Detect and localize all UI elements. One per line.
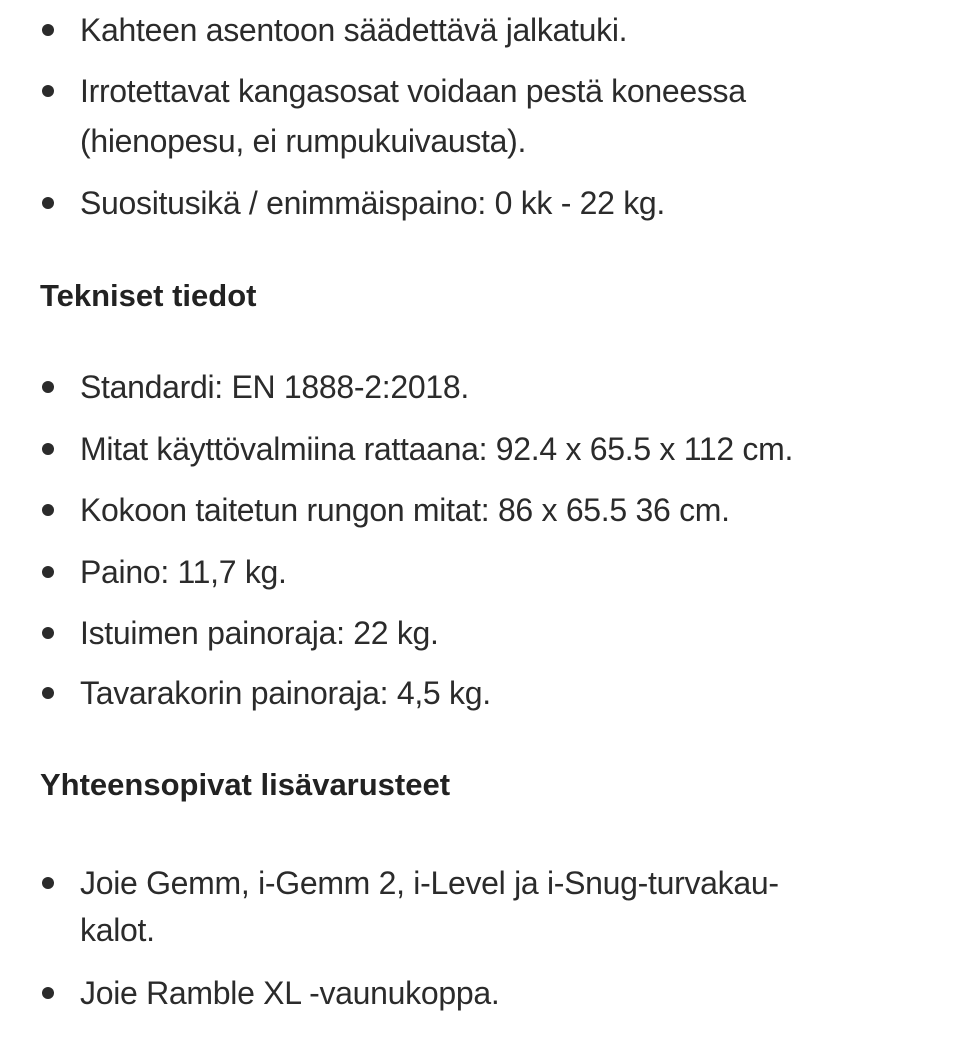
list-item: Paino: 11,7 kg. <box>80 554 287 590</box>
list-item: Joie Gemm, i-Gemm 2, i-Level ja i-Snug-turvakau- <box>80 865 779 901</box>
list-item: Kahteen asentoon säädettävä jalkatuki. <box>80 12 628 48</box>
list-item: Mitat käyttövalmiina rattaana: 92.4 x 65.5 x 112 cm. <box>80 431 794 467</box>
section-heading-accessories: Yhteensopivat lisävarusteet <box>40 767 451 802</box>
bullet-icon <box>42 85 54 97</box>
list-item: Istuimen painoraja: 22 kg. <box>80 615 439 651</box>
bullet-icon <box>42 877 54 889</box>
bullet-icon <box>42 24 54 36</box>
bullet-icon <box>42 197 54 209</box>
list-item: Irrotettavat kangasosat voidaan pestä koneessa <box>80 73 746 109</box>
bullet-icon <box>42 687 54 699</box>
list-item-continuation: kalot. <box>80 912 155 948</box>
bullet-icon <box>42 566 54 578</box>
bullet-icon <box>42 443 54 455</box>
bullet-icon <box>42 504 54 516</box>
bullet-icon <box>42 381 54 393</box>
list-item: Standardi: EN 1888-2:2018. <box>80 369 469 405</box>
bullet-icon <box>42 627 54 639</box>
bullet-icon <box>42 987 54 999</box>
list-item: Tavarakorin painoraja: 4,5 kg. <box>80 675 491 711</box>
list-item: Joie Ramble XL -vaunukoppa. <box>80 975 500 1011</box>
section-heading-technical: Tekniset tiedot <box>40 278 257 313</box>
list-item-continuation: (hienopesu, ei rumpukuivausta). <box>80 123 527 159</box>
list-item: Kokoon taitetun rungon mitat: 86 x 65.5 36 cm. <box>80 492 730 528</box>
list-item: Suositusikä / enimmäispaino: 0 kk - 22 kg. <box>80 185 666 221</box>
